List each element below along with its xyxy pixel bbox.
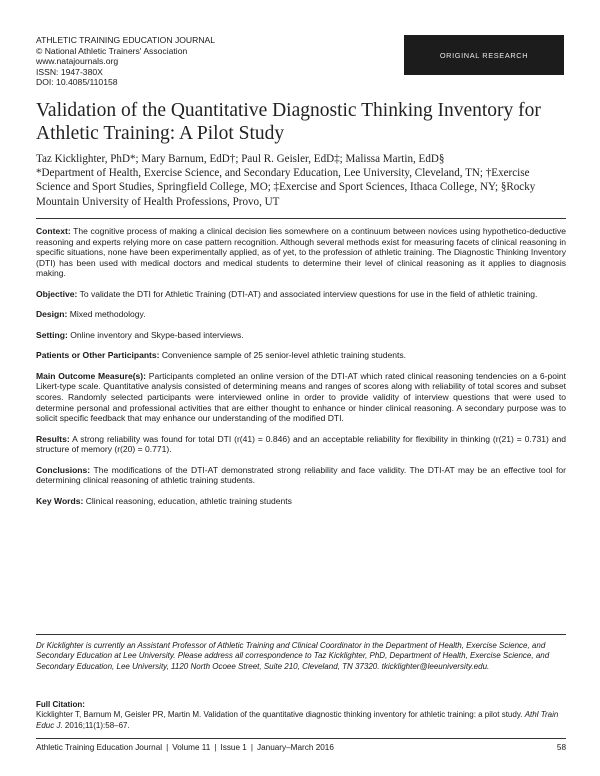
divider-footnote [36,634,566,635]
footer-journal: Athletic Training Education Journal [36,743,163,752]
footer-date: January–March 2016 [257,743,334,752]
journal-website[interactable]: www.natajournals.org [36,56,119,67]
abstract-keywords: Key Words: Clinical reasoning, education, athletic training students [36,495,292,506]
author-block [36,152,566,209]
abstract-outcome: Main Outcome Measure(s): Participants completed an online version of the DTI-AT which rated clinical reasoning tendencies on a 6-point Likert-type scale. Quantitative analysis consisted of determining means and ranges of scores along with reliability of total scores and subset scores. Randomly selected participants were interviewed online in order to provide validity of interview questions that were used to determine personal and professional activities that are either thought to enhance or hinder clinical reasoning. A secondary purpose was to solicit specific feedback that may enhance our understanding of the modified DTI. [36,370,567,424]
abstract-results: Results: A strong reliability was found for total DTI (r(41) = 0.846) and an acceptable reliability for flexibility in thinking (r(21) = 0.731) and structure of memory (r(20) = 0.771). [36,433,566,455]
citation-label: Full Citation: [36,700,85,709]
abstract-participants: Patients or Other Participants: Convenience sample of 25 senior-level athletic training students. [36,350,407,361]
abstract-conclusions: Conclusions: The modifications of the DTI-AT demonstrated strong reliability and face validity. The DTI-AT may be an effective tool for determining clinical reasoning of athletic training students. [36,464,566,486]
page-footer [36,743,566,752]
page-number: 58 [556,743,566,752]
abstract-setting: Setting: Online inventory and Skype-based interviews. [36,329,244,340]
article-title: Validation of the Quantitative Diagnostic Thinking Inventory for Athletic Training: A Pilot Study [36,100,541,144]
abstract [36,226,566,516]
footer-meta: Athletic Training Education Journal | Volume 11 | Issue 1 | January–March 2016 [36,743,334,752]
journal-info [36,35,215,88]
article-type-badge: ORIGINAL RESEARCH [404,35,564,75]
journal-name: ATHLETIC TRAINING EDUCATION JOURNAL [36,35,216,45]
citation-text: Kicklighter T, Barnum M, Geisler PR, Martin M. Validation of the quantitative diagnostic thinking inventory for athletic training: a pilot study. Athl Train Educ J. 2016;11(1):58–67. [36,710,559,730]
journal-issn: ISSN: 1947-380X [36,66,103,77]
abstract-objective: Objective: To validate the DTI for Athletic Training (DTI-AT) and associated interview questions for use in the field of athletic training. [36,288,538,299]
divider-top [36,218,566,219]
full-citation [36,700,566,731]
journal-doi: DOI: 10.4085/110158 [36,77,118,88]
divider-footer [36,738,566,739]
footer-issue: Issue 1 [220,743,247,752]
author-footnote: Dr Kicklighter is currently an Assistant Professor of Athletic Training and Clinical Coordinator in the Department of Health, Exercise Science, and Secondary Education at Lee University. Please address all correspondence to Taz Kicklighter, PhD, Department of Health, Exercise Science, and Secondary Education, Lee University, 1120 North Ocoee Street, Suite 210, Cleveland, TN 37320. tkicklighter@leeuniversity.edu. [36,641,550,671]
abstract-context: Context: The cognitive process of making a clinical decision lies somewhere on a continuum between novices using hypothetico-deductive reasoning and experts relying more on case pattern recognition. Although several methods exist for measuring facets of clinical reasoning in specific situations, none have been experimentally applied, as of yet, to the profession of athletic training. The Diagnostic Thinking Inventory (DTI) has been used with medical doctors and medical students to determine their level of clinical reasoning as it applies to diagnosis making. [36,226,566,279]
affiliations: *Department of Health, Exercise Science, and Secondary Education, Lee University, Cleveland, TN; †Exercise Science and Sport Studies, Springfield College, MO; ‡Exercise and Sport Sciences, Ithaca College, NY; §Rocky Mountain University of Health Professions, Provo, UT [36,167,536,208]
abstract-design: Design: Mixed methodology. [36,309,146,320]
journal-copyright: © National Athletic Trainers' Association [36,45,188,56]
author-list: Taz Kicklighter, PhD*; Mary Barnum, EdD†; Paul R. Geisler, EdD‡; Malissa Martin, EdD§ [36,153,445,165]
footer-volume: Volume 11 [172,743,211,752]
